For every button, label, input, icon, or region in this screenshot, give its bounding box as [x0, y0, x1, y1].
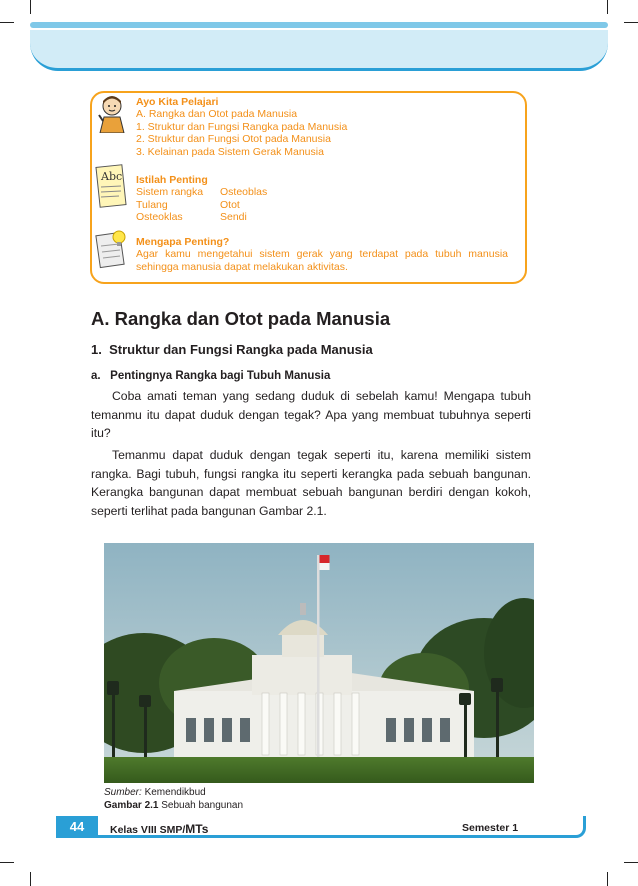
crop-mark — [30, 0, 31, 14]
glossary-abc-icon — [95, 163, 129, 209]
header-top-stripe — [30, 22, 608, 28]
learning-section-terms — [136, 174, 300, 224]
footer-class-text-2: MTs — [185, 822, 209, 836]
learning-section-why — [136, 236, 508, 273]
learning-item: 3. Kelainan pada Sistem Gerak Manusia — [136, 145, 324, 158]
caption-value: Sebuah bangunan — [158, 800, 244, 811]
learning-item: 1. Struktur dan Fungsi Rangka pada Manusia — [136, 120, 348, 133]
why-line: sehingga manusia dapat melakukan aktivitas. — [136, 260, 348, 273]
building-photo — [104, 543, 534, 783]
term: Tulang — [136, 198, 168, 211]
paragraph-1: Coba amati teman yang sedang duduk di sebelah kamu! Mengapa tubuh temanmu itu dapat duduk dengan tegak? Apa yang membuat tubuhnya seperti itu? — [91, 389, 531, 440]
crop-mark — [607, 872, 608, 886]
crop-mark — [607, 0, 608, 14]
sub-heading: 1. Struktur dan Fungsi Rangka pada Manusia — [91, 342, 373, 357]
crop-mark — [0, 862, 14, 863]
section-title: Ayo Kita Pelajari — [136, 96, 219, 108]
paragraph-2: Temanmu dapat duduk dengan tegak seperti itu, karena memiliki sistem rangka. Bagi tubuh, fungsi rangka itu seperti kerangka pada sebuah bangunan. Kerangka bangunan dapat membuat sebuah bangunan berdiri dengan kokoh, seperti terlihat pada bangunan Gambar 2.1. — [91, 448, 531, 518]
source-value: Kemendikbud — [141, 787, 206, 798]
page-number: 44 — [56, 816, 98, 838]
subsub-heading: a. Pentingnya Rangka bagi Tubuh Manusia — [91, 370, 331, 382]
footer-class-text: Kelas VIII SMP/ — [110, 824, 186, 836]
footer-semester: Semester 1 — [462, 822, 519, 834]
learning-section-what — [136, 96, 347, 158]
footer-class-label — [110, 822, 208, 836]
notepad-lightbulb-icon — [95, 228, 129, 270]
student-icon — [95, 93, 129, 133]
learning-item: A. Rangka dan Otot pada Manusia — [136, 108, 298, 121]
terms-grid — [136, 186, 300, 223]
figure-source — [104, 787, 206, 798]
crop-mark — [0, 22, 14, 23]
section-title: Mengapa Penting? — [136, 236, 230, 248]
crop-mark — [624, 862, 638, 863]
section-title: Istilah Penting — [136, 174, 208, 186]
header-band — [30, 30, 608, 71]
term: Osteoblas — [220, 186, 268, 199]
term: Otot — [220, 198, 240, 211]
crop-mark — [30, 872, 31, 886]
why-line: Agar kamu mengetahui sistem gerak yang terdapat pada tubuh manusia — [136, 248, 508, 261]
caption-label: Gambar 2.1 — [104, 800, 159, 811]
term: Sistem rangka — [136, 186, 204, 199]
svg-text:Abc: Abc — [101, 170, 123, 183]
term: Sendi — [220, 211, 247, 224]
term: Osteoklas — [136, 211, 183, 224]
source-label: Sumber: — [104, 787, 142, 798]
learning-item: 2. Struktur dan Fungsi Otot pada Manusia — [136, 133, 331, 146]
main-heading: A. Rangka dan Otot pada Manusia — [91, 308, 391, 329]
figure-caption — [104, 800, 243, 811]
crop-mark — [624, 22, 638, 23]
